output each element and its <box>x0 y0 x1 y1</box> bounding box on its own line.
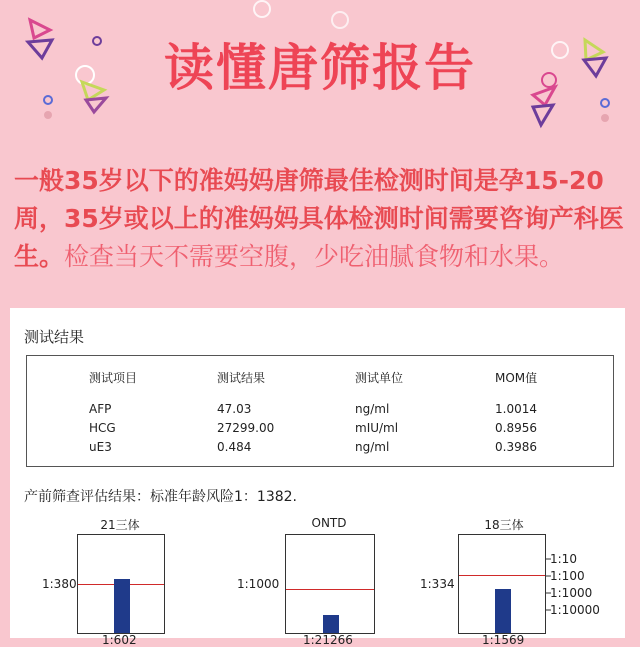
table-cell: uE3 <box>89 440 112 454</box>
threshold-line <box>459 575 545 576</box>
table-cell: 0.8956 <box>495 421 537 435</box>
table-cell: HCG <box>89 421 116 435</box>
risk-bar <box>495 589 511 633</box>
table-cell: ng/ml <box>355 440 390 454</box>
intro-highlight-text: 一般35岁以下的准妈妈唐筛最佳检测时间是孕15-20周，35岁或以上的准妈妈具体检测时间需要咨询产科医生。 <box>14 166 624 271</box>
chart-frame <box>77 534 165 634</box>
table-header: 测试项目 <box>89 371 138 385</box>
threshold-line <box>286 589 374 590</box>
scale-label: 1:100 <box>550 569 585 583</box>
scale-ticks-icon <box>546 534 554 634</box>
table-cell: 1.0014 <box>495 402 537 416</box>
risk-chart-18 <box>412 514 622 647</box>
chart-frame <box>458 534 546 634</box>
table-cell: AFP <box>89 402 112 416</box>
result-label: 1:602 <box>102 633 137 647</box>
result-label: 1:21266 <box>303 633 353 647</box>
risk-bar <box>323 615 339 633</box>
chart-frame <box>285 534 375 634</box>
result-label: 1:1569 <box>482 633 525 647</box>
report-card <box>10 308 625 647</box>
risk-assessment-text: 产前筛查评估结果：标准年龄风险1：1382. <box>24 489 297 505</box>
risk-bar <box>114 579 130 633</box>
chart-title: ONTD <box>311 516 347 530</box>
scale-label: 1:10 <box>550 552 577 566</box>
table-cell: 47.03 <box>217 402 252 416</box>
chart-title: 18三体 <box>484 518 524 532</box>
risk-chart-ontd <box>235 514 405 647</box>
results-table <box>26 355 614 467</box>
scale-label: 1:10000 <box>550 603 600 617</box>
intro-text <box>14 162 628 276</box>
threshold-label: 1:1000 <box>237 577 280 591</box>
chart-title: 21三体 <box>100 518 140 532</box>
intro-plain-text: 检查当天不需要空腹，少吃油腻食物和水果。 <box>64 242 565 271</box>
table-header: MOM值 <box>495 371 538 385</box>
table-header: 测试单位 <box>355 371 404 385</box>
table-cell: 0.484 <box>217 440 252 454</box>
threshold-label: 1:380 <box>42 577 77 591</box>
table-header: 测试结果 <box>217 371 266 385</box>
risk-chart-21 <box>30 514 190 647</box>
table-cell: ng/ml <box>355 402 390 416</box>
section-title: 测试结果 <box>24 328 85 346</box>
scale-label: 1:1000 <box>550 586 593 600</box>
threshold-label: 1:334 <box>420 577 455 591</box>
table-cell: 27299.00 <box>217 421 275 435</box>
page-title: 读懂唐筛报告 <box>164 39 476 97</box>
table-cell: mIU/ml <box>355 421 399 435</box>
table-cell: 0.3986 <box>495 440 537 454</box>
